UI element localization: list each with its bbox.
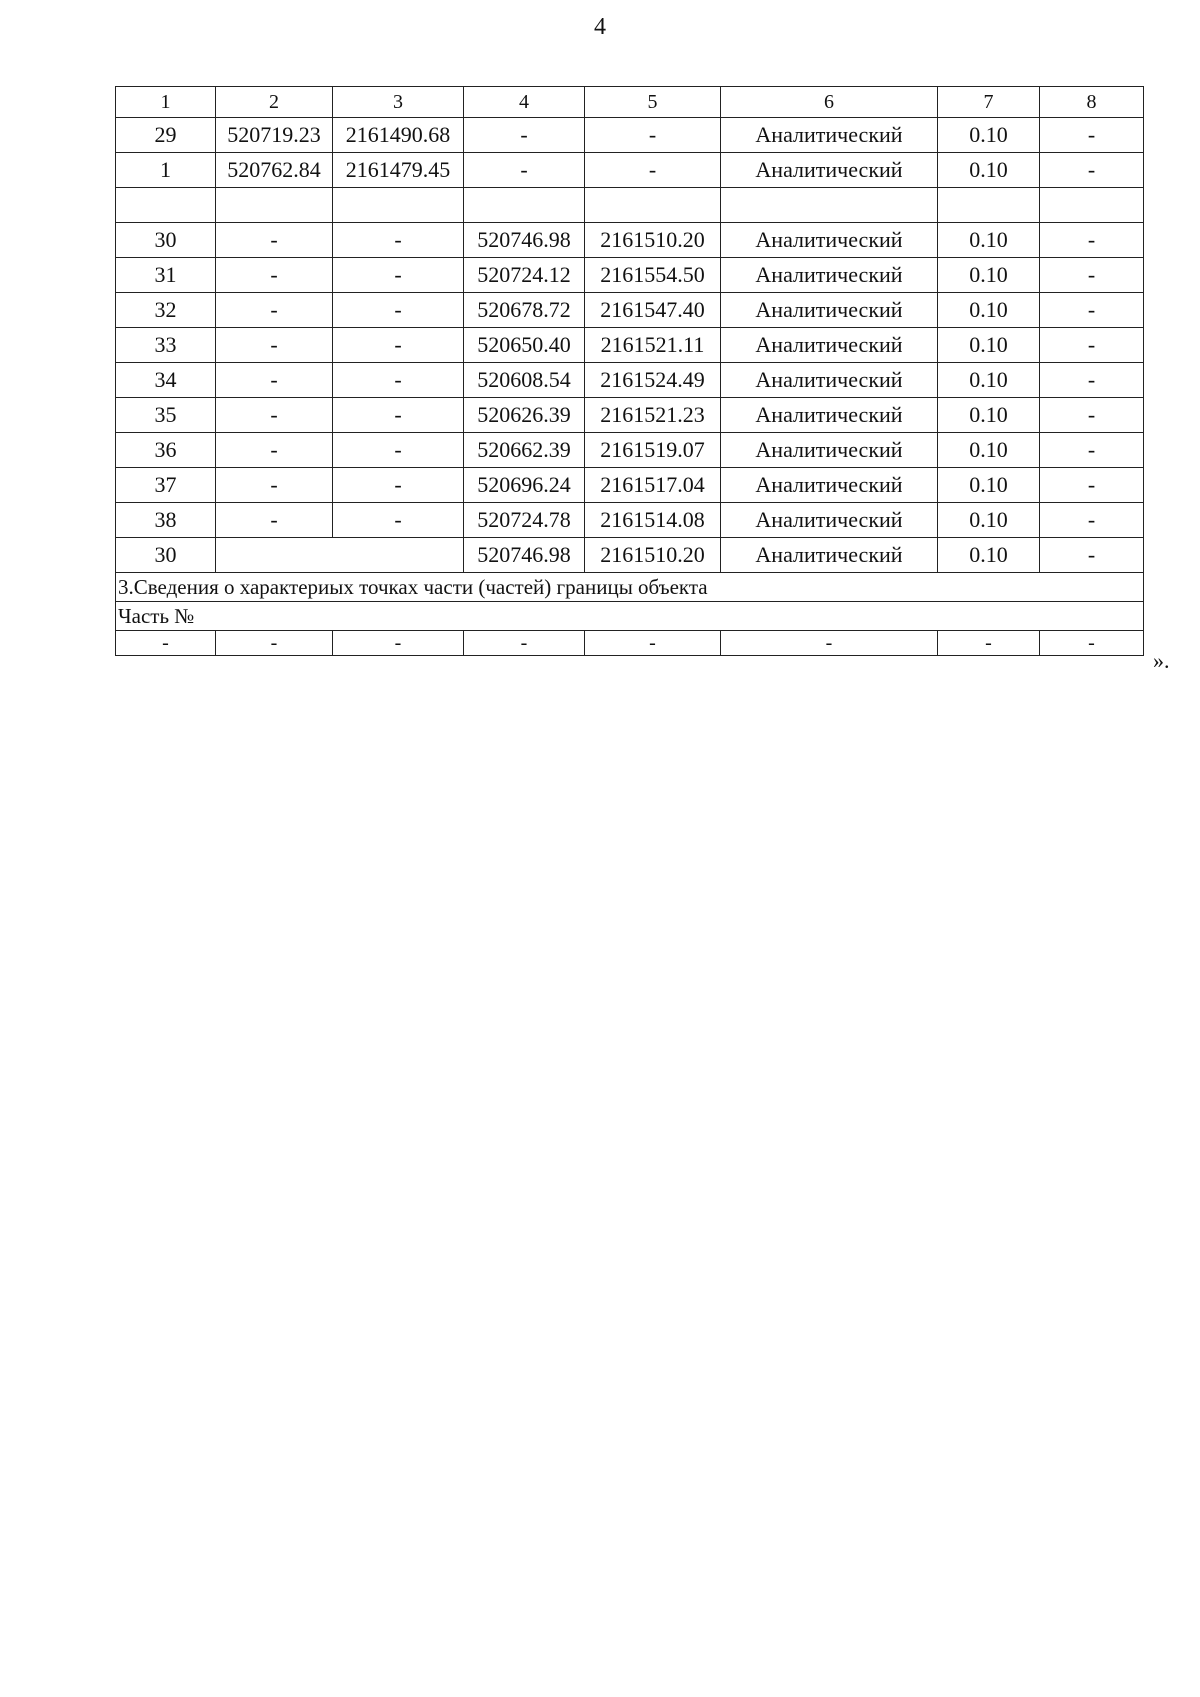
table-cell: 1 [116,153,216,188]
table-cell: - [1040,503,1144,538]
table-cell: - [333,631,464,656]
table-cell: - [333,328,464,363]
table-cell: Аналитический [721,398,938,433]
part-label: Часть № [116,602,1144,631]
table-cell: 520762.84 [216,153,333,188]
table-cell: Аналитический [721,328,938,363]
table-cell: - [1040,258,1144,293]
table-cell: 3 [333,87,464,118]
table-cell: - [585,631,721,656]
table-cell: 38 [116,503,216,538]
table-cell: - [1040,223,1144,258]
table-cell: 0.10 [938,538,1040,573]
table-cell: 0.10 [938,503,1040,538]
table-row [116,433,1144,468]
table-cell: Аналитический [721,118,938,153]
table-cell: - [333,223,464,258]
table-cell-merged [216,538,464,573]
table-cell: 30 [116,538,216,573]
table-cell: 2161519.07 [585,433,721,468]
table-cell: - [333,363,464,398]
closing-quote-mark: ». [1153,648,1170,673]
part-label-row [116,602,1144,631]
table-cell: - [216,468,333,503]
table-cell: 2161479.45 [333,153,464,188]
table-cell: 2161510.20 [585,223,721,258]
table-cell: - [216,223,333,258]
table-cell: - [333,503,464,538]
table-cell: 0.10 [938,118,1040,153]
table-cell: 520608.54 [464,363,585,398]
table-row [116,398,1144,433]
table-cell: 520724.12 [464,258,585,293]
table-cell: 1 [116,87,216,118]
table-cell: 8 [1040,87,1144,118]
table-cell: Аналитический [721,433,938,468]
table-row [116,223,1144,258]
table-cell: - [1040,153,1144,188]
table-cell: Аналитический [721,503,938,538]
table-cell: - [1040,538,1144,573]
table-cell: - [216,503,333,538]
table-cell: 0.10 [938,223,1040,258]
table-cell: 33 [116,328,216,363]
table-cell: - [216,328,333,363]
table-cell: - [1040,631,1144,656]
table-cell: 2161517.04 [585,468,721,503]
table-cell: 0.10 [938,363,1040,398]
table-cell: 2161521.11 [585,328,721,363]
table-cell [333,188,464,223]
table-cell: - [216,258,333,293]
table-row [116,328,1144,363]
table-cell: - [216,631,333,656]
table-cell: - [216,433,333,468]
table-cell: 520724.78 [464,503,585,538]
table-cell: - [216,398,333,433]
table-cell [721,188,938,223]
table-cell: Аналитический [721,363,938,398]
table-cell: 35 [116,398,216,433]
table-cell: 36 [116,433,216,468]
table-cell: Аналитический [721,153,938,188]
table-cell: - [333,433,464,468]
table-row [116,118,1144,153]
table-cell: 2161521.23 [585,398,721,433]
table-cell: Аналитический [721,468,938,503]
table-cell: - [1040,328,1144,363]
table-blank-row [116,188,1144,223]
table-cell: 0.10 [938,468,1040,503]
table-cell [1040,188,1144,223]
table-cell [464,188,585,223]
table-cell: 4 [464,87,585,118]
table-cell: 2161514.08 [585,503,721,538]
table-cell: - [333,293,464,328]
table-cell [585,188,721,223]
table-row [116,153,1144,188]
table-cell: 32 [116,293,216,328]
table-cell: 2 [216,87,333,118]
table-cell: - [1040,363,1144,398]
table-row-closing [116,538,1144,573]
table-row [116,258,1144,293]
coordinates-table-wrapper [115,86,1144,656]
table-cell: 29 [116,118,216,153]
table-row [116,293,1144,328]
table-cell: - [938,631,1040,656]
table-cell: - [721,631,938,656]
table-cell: - [464,118,585,153]
table-cell: Аналитический [721,293,938,328]
table-cell: - [333,258,464,293]
table-cell: - [585,153,721,188]
table-cell: - [464,631,585,656]
table-cell: 0.10 [938,328,1040,363]
table-cell: 2161510.20 [585,538,721,573]
table-cell: Аналитический [721,538,938,573]
table-cell: Аналитический [721,258,938,293]
table-cell: 520719.23 [216,118,333,153]
table-cell: - [1040,468,1144,503]
table-cell: - [1040,118,1144,153]
table-cell: 520626.39 [464,398,585,433]
table-cell: 2161554.50 [585,258,721,293]
table-cell: 6 [721,87,938,118]
table-cell: 520696.24 [464,468,585,503]
table-cell [938,188,1040,223]
table-cell: 0.10 [938,258,1040,293]
section-title: 3.Сведения о характериых точках части (частей) границы объекта [116,573,1144,602]
table-cell: 34 [116,363,216,398]
table-cell: - [216,363,333,398]
table-cell: - [333,398,464,433]
table-cell: - [116,631,216,656]
table-cell: 31 [116,258,216,293]
table-row [116,631,1144,656]
table-row [116,363,1144,398]
table-cell: - [1040,398,1144,433]
table-cell: 7 [938,87,1040,118]
table-cell: - [1040,433,1144,468]
table-row [116,468,1144,503]
table-cell: Аналитический [721,223,938,258]
table-cell: 0.10 [938,398,1040,433]
table-cell: 2161490.68 [333,118,464,153]
table-cell: 520746.98 [464,223,585,258]
table-cell: 5 [585,87,721,118]
table-cell: 520662.39 [464,433,585,468]
table-cell [216,188,333,223]
coordinates-table [115,86,1144,656]
table-cell: 520650.40 [464,328,585,363]
table-cell: - [1040,293,1144,328]
section-title-row [116,573,1144,602]
table-cell: 37 [116,468,216,503]
table-cell: 0.10 [938,293,1040,328]
table-cell: 0.10 [938,153,1040,188]
table-cell: 30 [116,223,216,258]
table-cell: - [333,468,464,503]
table-cell: - [216,293,333,328]
page-number: 4 [594,14,606,40]
table-cell: 2161547.40 [585,293,721,328]
table-cell: - [585,118,721,153]
table-header-row [116,87,1144,118]
table-cell: 2161524.49 [585,363,721,398]
table-cell: - [464,153,585,188]
table-cell [116,188,216,223]
table-row [116,503,1144,538]
table-cell: 520678.72 [464,293,585,328]
table-cell: 0.10 [938,433,1040,468]
table-cell: 520746.98 [464,538,585,573]
